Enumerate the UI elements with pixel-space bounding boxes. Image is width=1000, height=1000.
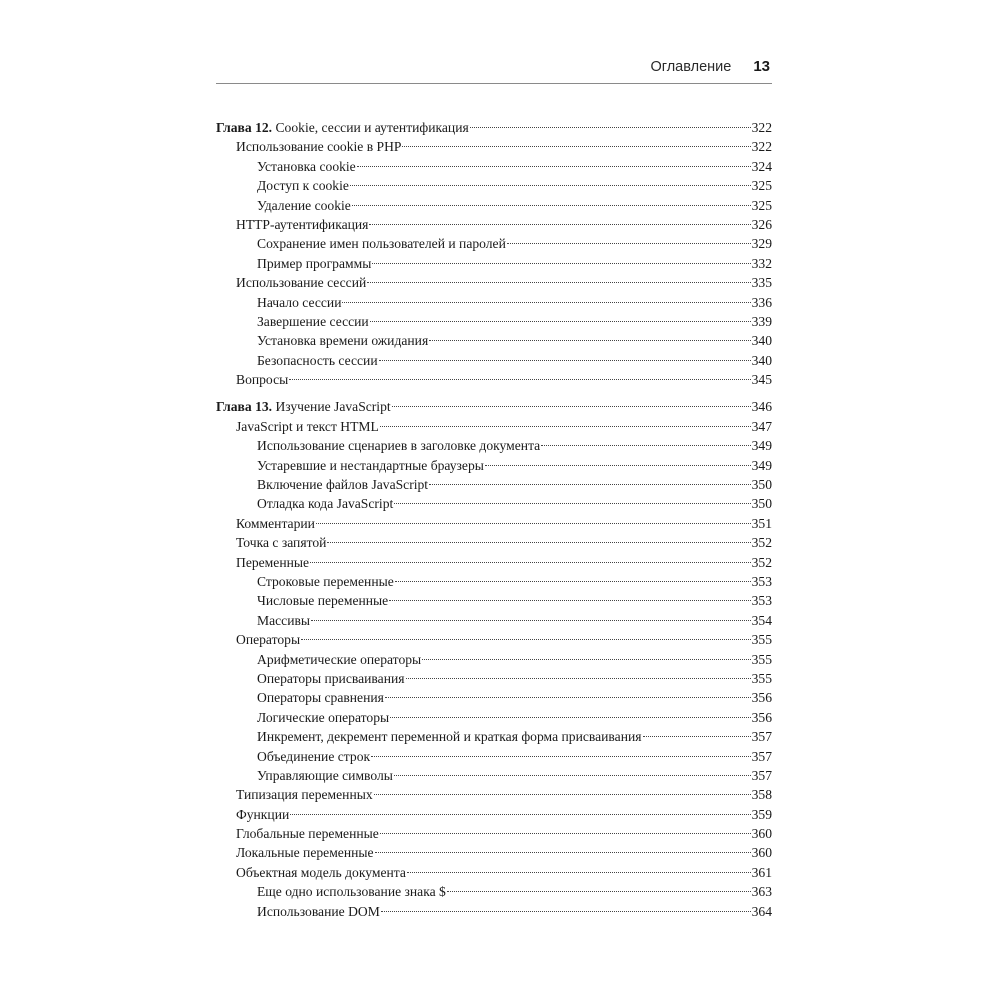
- toc-section: [216, 533, 772, 552]
- dot-leader: [485, 465, 751, 466]
- toc-entry-title: Переменные: [236, 554, 310, 570]
- toc-entry-text: [236, 533, 326, 552]
- toc-page-number: 353: [751, 573, 772, 589]
- dot-leader: [422, 659, 750, 660]
- toc-page-number: 364: [751, 903, 772, 919]
- toc-entry-text: [257, 254, 371, 273]
- toc-page-number: 325: [751, 197, 772, 213]
- toc-page-number: 340: [751, 333, 772, 349]
- toc-page-number: 360: [751, 826, 772, 842]
- toc-section: [216, 137, 772, 156]
- toc-entry-text: [236, 417, 379, 436]
- toc-entry-title: Установка времени ожидания: [257, 333, 429, 349]
- toc-entry-text: [257, 494, 393, 513]
- toc-entry-text: [257, 591, 388, 610]
- toc-page-number: 360: [751, 845, 772, 861]
- toc-entry-text: [216, 118, 469, 137]
- dot-leader: [301, 639, 751, 640]
- toc-section: [216, 805, 772, 824]
- toc-subsection: [216, 572, 772, 591]
- toc-section: [216, 630, 772, 649]
- toc-entry-title: Локальные переменные: [236, 845, 374, 861]
- toc-page-number: 324: [751, 158, 772, 174]
- toc-entry-title: Точка с запятой: [236, 535, 327, 551]
- toc-subsection: [216, 196, 772, 215]
- toc-page-number: 322: [751, 120, 772, 135]
- dot-leader: [375, 852, 751, 853]
- table-of-contents: [216, 118, 772, 921]
- toc-entry-title: Еще одно использование знака $: [257, 884, 446, 900]
- dot-leader: [374, 794, 751, 795]
- dot-leader: [380, 426, 751, 427]
- toc-subsection: [216, 591, 772, 610]
- toc-entry-title: Операторы: [236, 632, 301, 648]
- toc-subsection: [216, 902, 772, 921]
- toc-entry-title: Установка cookie: [257, 158, 356, 174]
- toc-page-number: 339: [751, 313, 772, 329]
- toc-section: [216, 514, 772, 533]
- dot-leader: [371, 756, 751, 757]
- toc-entry-title: Использование DOM: [257, 903, 380, 919]
- dot-leader: [342, 302, 750, 303]
- toc-chapter: [216, 397, 772, 416]
- toc-entry-text: [236, 370, 288, 389]
- toc-entry-title: Комментарии: [236, 515, 315, 531]
- toc-entry-text: [257, 572, 394, 591]
- toc-entry-title: Использование сессий: [236, 275, 367, 291]
- toc-entry-text: [257, 196, 351, 215]
- toc-entry-text: [257, 351, 378, 370]
- toc-entry-text: [257, 331, 428, 350]
- toc-page-number: 354: [751, 612, 772, 628]
- toc-subsection: [216, 766, 772, 785]
- toc-entry-text: [236, 273, 366, 292]
- toc-entry-text: [236, 630, 300, 649]
- toc-page-number: 349: [751, 438, 772, 454]
- dot-leader: [367, 282, 750, 283]
- toc-page-number: 340: [751, 352, 772, 368]
- toc-entry-text: [236, 553, 309, 572]
- dot-leader: [381, 911, 751, 912]
- dot-leader: [402, 146, 750, 147]
- toc-subsection: [216, 708, 772, 727]
- toc-subsection: [216, 456, 772, 475]
- toc-subsection: [216, 157, 772, 176]
- toc-entry-title: Начало сессии: [257, 294, 342, 310]
- dot-leader: [290, 814, 750, 815]
- dot-leader: [406, 678, 751, 679]
- running-header: [216, 58, 772, 82]
- toc-entry-text: [257, 688, 384, 707]
- dot-leader: [350, 185, 751, 186]
- toc-subsection: [216, 176, 772, 195]
- toc-entry-text: [236, 514, 315, 533]
- dot-leader: [372, 263, 750, 264]
- toc-page-number: 358: [751, 787, 772, 803]
- toc-section: [216, 370, 772, 389]
- toc-subsection: [216, 669, 772, 688]
- dot-leader: [395, 581, 751, 582]
- toc-page-number: 357: [751, 748, 772, 764]
- toc-subsection: [216, 254, 772, 273]
- toc-entry-text: [257, 902, 380, 921]
- dot-leader: [357, 166, 751, 167]
- toc-page-number: 353: [751, 593, 772, 609]
- toc-entry-text: [257, 293, 341, 312]
- dot-leader: [643, 736, 751, 737]
- toc-subsection: [216, 475, 772, 494]
- toc-entry-title: Типизация переменных: [236, 787, 373, 803]
- toc-entry-text: [236, 805, 289, 824]
- toc-entry-text: [236, 824, 379, 843]
- toc-entry-title: Объединение строк: [257, 748, 371, 764]
- dot-leader: [507, 243, 751, 244]
- toc-subsection: [216, 293, 772, 312]
- toc-entry-title: Глобальные переменные: [236, 826, 379, 842]
- dot-leader: [429, 484, 751, 485]
- chapter-label: Глава 13.: [216, 399, 273, 415]
- dot-leader: [407, 872, 751, 873]
- toc-entry-title: Включение файлов JavaScript: [257, 477, 429, 493]
- toc-entry-text: [257, 176, 349, 195]
- toc-page-number: 355: [751, 632, 772, 648]
- dot-leader: [470, 127, 751, 128]
- toc-page-number: 357: [751, 729, 772, 745]
- toc-chapter: [216, 118, 772, 137]
- toc-subsection: [216, 436, 772, 455]
- toc-page-number: 332: [751, 255, 772, 271]
- toc-page-number: 325: [751, 178, 772, 194]
- toc-page-number: 359: [751, 806, 772, 822]
- toc-entry-text: [257, 312, 369, 331]
- toc-entry-text: [236, 863, 406, 882]
- dot-leader: [394, 775, 751, 776]
- toc-entry-title: Безопасность сессии: [257, 352, 378, 368]
- toc-page-number: 355: [751, 651, 772, 667]
- dot-leader: [541, 445, 750, 446]
- toc-section: [216, 785, 772, 804]
- toc-page-number: 349: [751, 457, 772, 473]
- toc-subsection: [216, 727, 772, 746]
- dot-leader: [385, 697, 751, 698]
- toc-entry-title: Удаление cookie: [257, 197, 351, 213]
- toc-page-number: 329: [751, 236, 772, 252]
- toc-entry-title: Управляющие символы: [257, 767, 393, 783]
- toc-entry-title: Завершение сессии: [257, 313, 369, 329]
- toc-entry-text: [257, 766, 393, 785]
- dot-leader: [327, 542, 750, 543]
- dot-leader: [389, 600, 750, 601]
- toc-entry-title: JavaScript и текст HTML: [236, 418, 379, 434]
- toc-subsection: [216, 331, 772, 350]
- toc-entry-title: Изучение JavaScript: [275, 399, 391, 415]
- toc-section: [216, 553, 772, 572]
- dot-leader: [289, 379, 750, 380]
- toc-page-number: 346: [751, 399, 772, 415]
- toc-entry-title: Cookie, сессии и аутентификация: [275, 120, 469, 135]
- toc-entry-text: [257, 611, 310, 630]
- dot-leader: [429, 340, 750, 341]
- toc-entry-text: [257, 456, 484, 475]
- toc-entry-text: [236, 843, 374, 862]
- toc-entry-title: Объектная модель документа: [236, 864, 406, 880]
- toc-page-number: 352: [751, 554, 772, 570]
- toc-subsection: [216, 494, 772, 513]
- dot-leader: [394, 503, 750, 504]
- toc-section: [216, 273, 772, 292]
- toc-entry-text: [257, 882, 446, 901]
- dot-leader: [311, 620, 751, 621]
- toc-entry-text: [236, 215, 368, 234]
- toc-entry-title: Сохранение имен пользователей и паролей: [257, 236, 506, 252]
- toc-entry-text: [236, 137, 401, 156]
- toc-page-number: 351: [751, 515, 772, 531]
- toc-entry-title: Операторы присваивания: [257, 670, 405, 686]
- toc-entry-title: Отладка кода JavaScript: [257, 496, 394, 512]
- toc-entry-text: [236, 785, 373, 804]
- toc-entry-text: [257, 475, 428, 494]
- toc-section: [216, 863, 772, 882]
- toc-page-number: 345: [751, 372, 772, 388]
- dot-leader: [352, 205, 751, 206]
- dot-leader: [370, 321, 751, 322]
- toc-section: [216, 215, 772, 234]
- toc-subsection: [216, 688, 772, 707]
- toc-entry-text: [257, 436, 540, 455]
- toc-page-number: 350: [751, 496, 772, 512]
- toc-entry-title: Функции: [236, 806, 290, 822]
- toc-entry-text: [257, 669, 405, 688]
- header-rule: [216, 83, 772, 84]
- toc-entry-title: Массивы: [257, 612, 311, 628]
- dot-leader: [392, 406, 751, 407]
- toc-section: [216, 824, 772, 843]
- toc-entry-text: [257, 650, 421, 669]
- chapter-label: Глава 12.: [216, 120, 273, 135]
- toc-entry-text: [257, 157, 356, 176]
- toc-entry-text: [257, 747, 370, 766]
- toc-entry-title: Инкремент, декремент переменной и краткая форма присваивания: [257, 729, 642, 745]
- toc-section: [216, 843, 772, 862]
- toc-subsection: [216, 351, 772, 370]
- toc-entry-title: HTTP-аутентификация: [236, 216, 369, 232]
- dot-leader: [447, 891, 751, 892]
- toc-entry-text: [257, 727, 642, 746]
- dot-leader: [390, 717, 750, 718]
- toc-page-number: 356: [751, 690, 772, 706]
- toc-entry-text: [257, 234, 506, 253]
- toc-subsection: [216, 882, 772, 901]
- toc-entry-title: Числовые переменные: [257, 593, 389, 609]
- toc-entry-text: [216, 397, 391, 416]
- toc-page-number: 335: [751, 275, 772, 291]
- toc-entry-title: Использование сценариев в заголовке документа: [257, 438, 541, 454]
- toc-entry-title: Использование cookie в PHP: [236, 139, 402, 155]
- toc-entry-title: Операторы сравнения: [257, 690, 384, 706]
- toc-entry-title: Арифметические операторы: [257, 651, 422, 667]
- toc-page-number: 363: [751, 884, 772, 900]
- running-title: Оглавление: [650, 59, 732, 75]
- toc-entry-text: [257, 708, 389, 727]
- toc-page-number: 347: [751, 418, 772, 434]
- toc-subsection: [216, 747, 772, 766]
- dot-leader: [316, 523, 751, 524]
- toc-subsection: [216, 650, 772, 669]
- dot-leader: [310, 562, 751, 563]
- dot-leader: [380, 833, 751, 834]
- toc-entry-title: Строковые переменные: [257, 573, 394, 589]
- toc-page-number: 350: [751, 477, 772, 493]
- page-number: 13: [753, 58, 770, 75]
- toc-entry-title: Логические операторы: [257, 709, 390, 725]
- toc-page-number: 356: [751, 709, 772, 725]
- toc-subsection: [216, 234, 772, 253]
- toc-entry-title: Вопросы: [236, 372, 289, 388]
- toc-entry-title: Устаревшие и нестандартные браузеры: [257, 457, 484, 473]
- toc-entry-title: Доступ к cookie: [257, 178, 349, 194]
- toc-page-number: 326: [751, 216, 772, 232]
- dot-leader: [379, 360, 751, 361]
- toc-subsection: [216, 312, 772, 331]
- toc-section: [216, 417, 772, 436]
- toc-page-number: 355: [751, 670, 772, 686]
- toc-page-number: 361: [751, 864, 772, 880]
- toc-page-number: 322: [751, 139, 772, 155]
- toc-page-number: 336: [751, 294, 772, 310]
- toc-entry-title: Пример программы: [257, 255, 372, 271]
- toc-page-number: 352: [751, 535, 772, 551]
- toc-page-number: 357: [751, 767, 772, 783]
- dot-leader: [369, 224, 750, 225]
- toc-subsection: [216, 611, 772, 630]
